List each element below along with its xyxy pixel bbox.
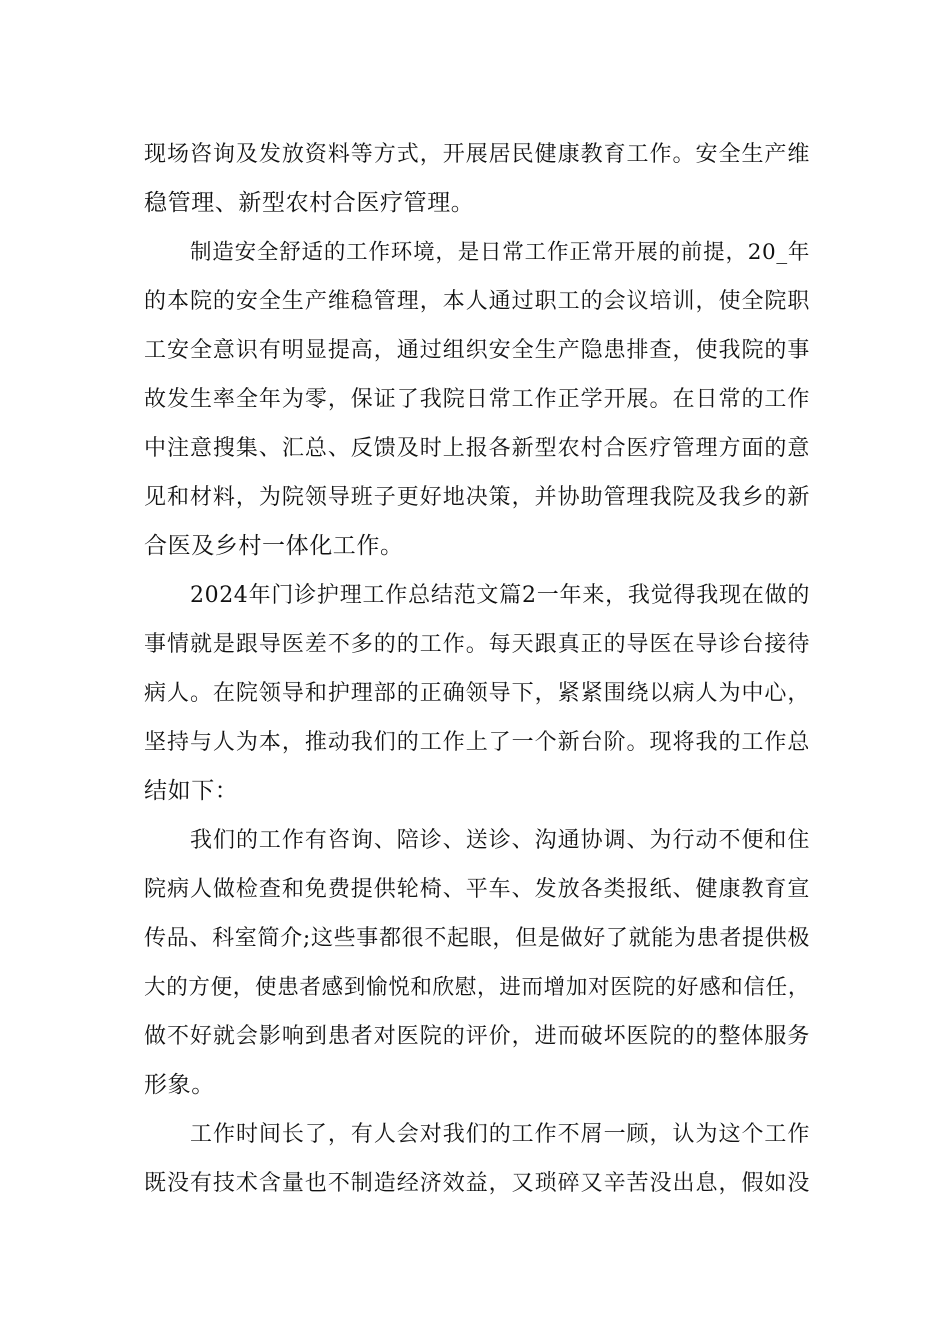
text-line: 中注意搜集、汇总、反馈及时上报各新型农村合医疗管理方面的意: [144, 436, 810, 461]
document-body: [144, 130, 810, 1208]
paragraph-first-line: 制造安全舒适的工作环境，是日常工作正常开展的前提，20_年: [190, 240, 810, 265]
text-line: 稳管理、新型农村合医疗管理。: [144, 190, 475, 216]
text-line: 坚持与人为本，推动我们的工作上了一个新台阶。现将我的工作总: [144, 730, 810, 755]
text-line: 既没有技术含量也不制造经济效益，又琐碎又辛苦没出息，假如没: [144, 1171, 810, 1196]
text-line: 大的方便，使患者感到愉悦和欣慰，进而增加对医院的好感和信任，: [144, 975, 810, 1000]
paragraph-first-line: 2024年门诊护理工作总结范文篇2一年来，我觉得我现在做的: [190, 583, 810, 608]
text-line: 的本院的安全生产维稳管理，本人通过职工的会议培训，使全院职: [144, 289, 810, 314]
text-line: 院病人做检查和免费提供轮椅、平车、发放各类报纸、健康教育宣: [144, 877, 810, 902]
text-line: 结如下：: [144, 778, 239, 804]
text-line: 传品、科室简介;这些事都很不起眼，但是做好了就能为患者提供极: [144, 926, 810, 951]
paragraph-first-line: 我们的工作有咨询、陪诊、送诊、沟通协调、为行动不便和住: [190, 828, 810, 853]
text-line: 工安全意识有明显提高，通过组织安全生产隐患排查，使我院的事: [144, 338, 810, 363]
text-line: 见和材料，为院领导班子更好地决策，并协助管理我院及我乡的新: [144, 485, 810, 510]
paragraph-first-line: 工作时间长了，有人会对我们的工作不屑一顾，认为这个工作: [190, 1122, 810, 1147]
text-line: 病人。在院领导和护理部的正确领导下，紧紧围绕以病人为中心，: [144, 681, 810, 706]
text-line: 事情就是跟导医差不多的的工作。每天跟真正的导医在导诊台接待: [144, 632, 810, 657]
text-line: 合医及乡村一体化工作。: [144, 533, 404, 559]
text-line: 现场咨询及发放资料等方式，开展居民健康教育工作。安全生产维: [144, 142, 810, 167]
text-line: 做不好就会影响到患者对医院的评价，进而破坏医院的的整体服务: [144, 1024, 810, 1049]
text-line: 故发生率全年为零，保证了我院日常工作正学开展。在日常的工作: [144, 387, 810, 412]
text-line: 形象。: [144, 1072, 215, 1098]
